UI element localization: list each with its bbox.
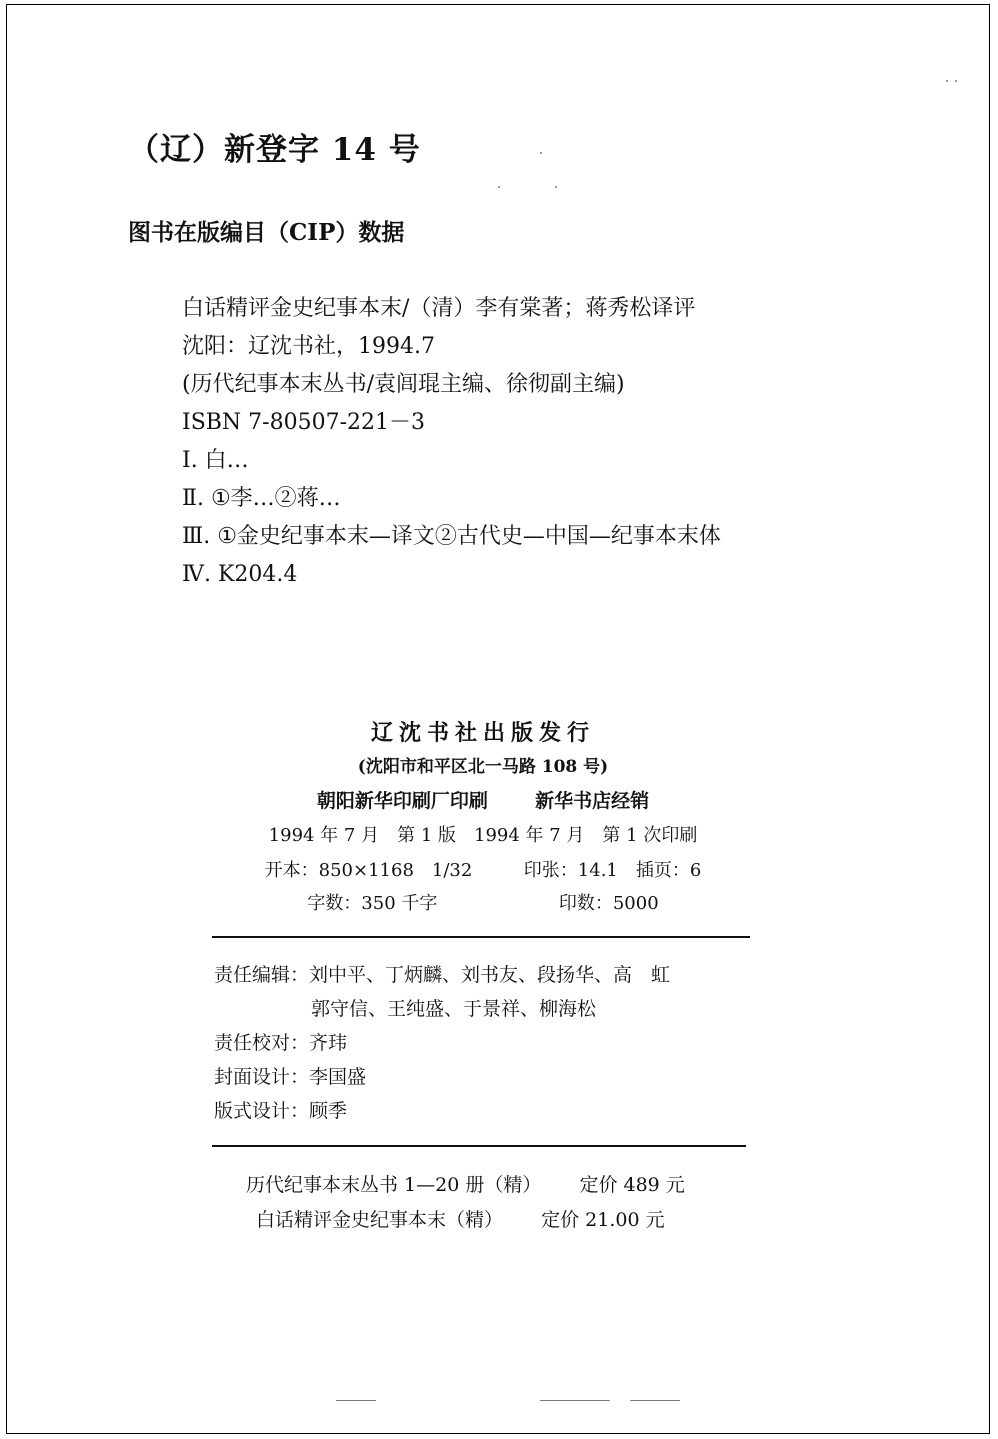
scan-speck	[498, 186, 500, 188]
sheets: 印张：14.1 插页：6	[523, 860, 702, 881]
proofreader: 责任校对：齐玮	[214, 1032, 348, 1054]
scan-speck	[555, 186, 557, 188]
editors-names-1: 刘中平、丁炳麟、刘书友、段扬华、高 虹	[309, 964, 671, 986]
series-price: 定价 489 元	[579, 1174, 685, 1196]
divider-bottom	[212, 1145, 746, 1147]
cip-index-2: Ⅱ. ①李…②蒋…	[182, 486, 341, 511]
divider-top	[212, 936, 750, 938]
distributor: 新华书店经销	[535, 790, 650, 812]
cover-design: 封面设计：李国盛	[214, 1066, 367, 1088]
series-price-label: 历代纪事本末丛书 1—20 册（精）	[246, 1174, 542, 1196]
cip-heading: 图书在版编目（CIP）数据	[128, 219, 405, 246]
edition-line: 1994 年 7 月 第 1 版 1994 年 7 月 第 1 次印刷	[268, 825, 698, 846]
cip-index-1: Ⅰ. 白…	[182, 448, 249, 473]
publisher-address: (沈阳市和平区北一马路 108 号)	[357, 757, 609, 777]
printer: 朝阳新华印刷厂印刷	[316, 790, 488, 812]
cip-index-3: Ⅲ. ①金史纪事本末—译文②古代史—中国—纪事本末体	[182, 524, 721, 549]
word-count: 字数：350 千字	[307, 893, 438, 914]
editors-label: 责任编辑：	[214, 964, 310, 986]
scan-speck	[630, 1400, 680, 1401]
series-price-line	[246, 1170, 685, 1197]
editors-names-2: 郭守信、王纯盛、于景祥、柳海松	[311, 998, 597, 1020]
scan-speck	[946, 80, 948, 82]
format: 开本：850×1168 1/32	[264, 860, 473, 881]
scan-speck	[540, 1400, 610, 1401]
layout-design: 版式设计：顾季	[214, 1100, 348, 1122]
printer-distributor-line	[208, 786, 758, 813]
cip-publication-line: 沈阳：辽沈书社，1994.7	[182, 334, 435, 359]
print-run: 印数：5000	[558, 893, 659, 914]
publisher-line: 辽沈书社出版发行	[370, 720, 595, 746]
book-price: 定价 21.00 元	[541, 1209, 665, 1231]
book-price-label: 白话精评金史纪事本末（精）	[256, 1209, 504, 1231]
format-line	[208, 856, 758, 882]
registration-number: （辽）新登字 14 号	[128, 132, 421, 168]
scan-speck	[955, 80, 957, 82]
scan-speck	[540, 152, 542, 154]
counts-line	[208, 889, 758, 915]
editors-line-1	[214, 960, 670, 987]
cip-isbn-line: ISBN 7-80507-221－3	[182, 410, 426, 435]
cip-index-4: Ⅳ. K204.4	[182, 562, 298, 587]
book-price-line	[256, 1205, 665, 1232]
cip-title-line: 白话精评金史纪事本末/（清）李有棠著；蒋秀松译评	[182, 296, 696, 321]
cip-series-line: (历代纪事本末丛书/袁闾琨主编、徐彻副主编)	[182, 372, 625, 397]
cip-data-block	[182, 290, 721, 594]
scan-speck	[336, 1400, 376, 1401]
